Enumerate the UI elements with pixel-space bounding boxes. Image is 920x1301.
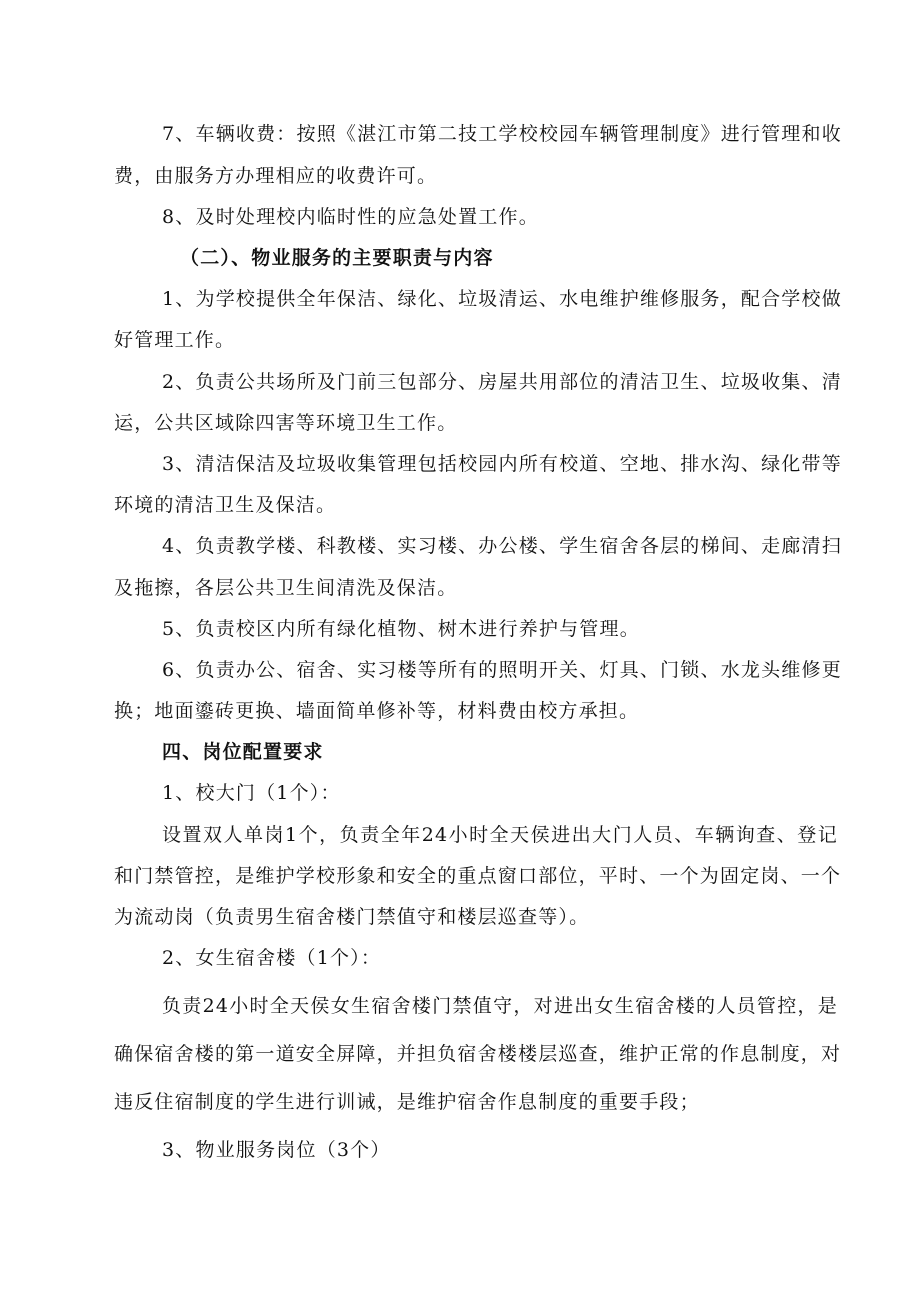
paragraph-line: 及拖擦，各层公共卫生间清洗及保洁。	[114, 577, 458, 599]
paragraph-line: 2、负责公共场所及门前三包部分、房屋共用部位的清洁卫生、垃圾收集、清	[162, 371, 842, 393]
paragraph-line: 1、为学校提供全年保洁、绿化、垃圾清运、水电维护维修服务，配合学校做	[162, 288, 842, 310]
paragraph-line: 6、负责办公、宿舍、实习楼等所有的照明开关、灯具、门锁、水龙头维修更	[162, 659, 842, 681]
subsection-title: 1、校大门（1个）：	[162, 782, 341, 804]
paragraph-line: 确保宿舍楼的第一道安全屏障，并担负宿舍楼楼层巡查，维护正常的作息制度，对	[114, 1043, 842, 1065]
section-heading: 四、岗位配置要求	[162, 741, 324, 763]
paragraph-line: 4、负责教学楼、科教楼、实习楼、办公楼、学生宿舍各层的梯间、走廊清扫	[162, 535, 842, 557]
subsection-title: 2、女生宿舍楼（1个）：	[162, 947, 382, 969]
paragraph-line: 环境的清洁卫生及保洁。	[114, 494, 337, 516]
paragraph-line: 好管理工作。	[114, 329, 236, 351]
paragraph-line: 负责24小时全天侯女生宿舍楼门禁值守，对进出女生宿舍楼的人员管控，是	[162, 995, 838, 1017]
section-heading: （二）、物业服务的主要职责与内容	[180, 247, 494, 269]
paragraph-line: 违反住宿制度的学生进行训诫，是维护宿舍作息制度的重要手段；	[114, 1091, 700, 1113]
paragraph-line: 7、车辆收费：按照《湛江市第二技工学校校园车辆管理制度》进行管理和收	[162, 123, 842, 145]
paragraph-line: 运，公共区域除四害等环境卫生工作。	[114, 412, 458, 434]
paragraph-line: 为流动岗（负责男生宿舍楼门禁值守和楼层巡查等）。	[114, 906, 590, 928]
paragraph-line: 费，由服务方办理相应的收费许可。	[114, 165, 438, 187]
paragraph-line: 设置双人单岗1个，负责全年24小时全天侯进出大门人员、车辆询查、登记	[162, 824, 838, 846]
paragraph-line: 和门禁管控，是维护学校形象和安全的重点窗口部位，平时、一个为固定岗、一个	[114, 865, 842, 887]
paragraph-line: 换；地面鎏砖更换、墙面简单修补等，材料费由校方承担。	[114, 700, 640, 722]
subsection-title: 3、物业服务岗位（3个）	[162, 1139, 391, 1161]
paragraph-line: 3、清洁保洁及垃圾收集管理包括校园内所有校道、空地、排水沟、绿化带等	[162, 453, 842, 475]
paragraph-line: 8、及时处理校内临时性的应急处置工作。	[162, 206, 539, 228]
paragraph-line: 5、负责校区内所有绿化植物、树木进行养护与管理。	[162, 618, 640, 640]
